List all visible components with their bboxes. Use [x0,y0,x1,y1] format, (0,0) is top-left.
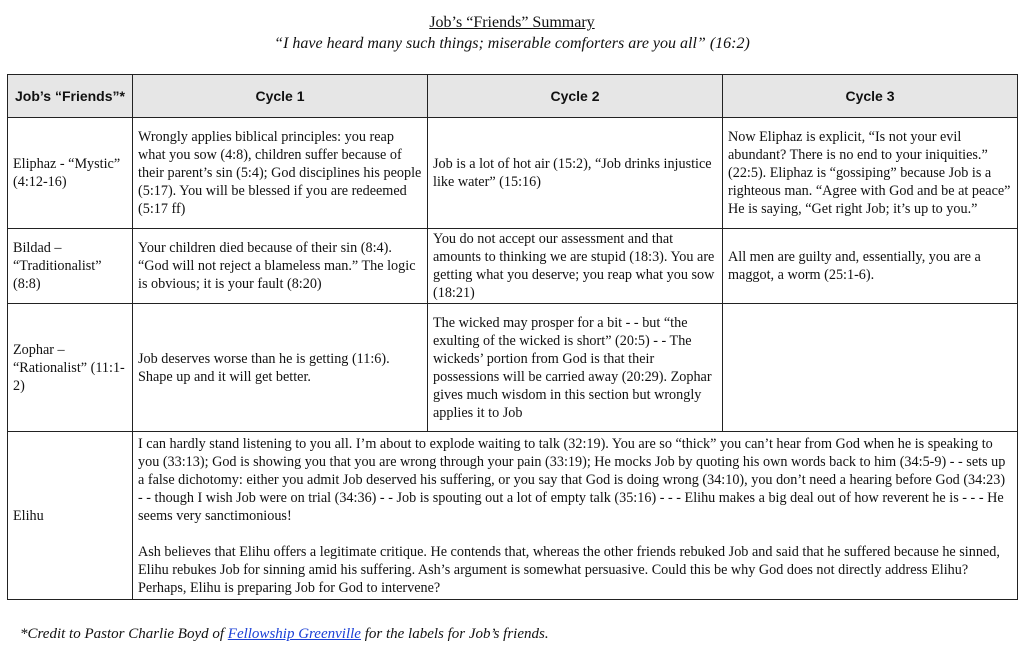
footnote [20,624,549,644]
zophar-cycle-1: Job deserves worse than he is getting (11:6). Shape up and it will get better. [133,304,428,432]
friend-zophar: Zophar – “Rationalist” (11:1-2) [8,304,133,432]
header-cycle-3: Cycle 3 [723,75,1018,118]
header-cycle-1: Cycle 1 [133,75,428,118]
table-header-row [8,75,1018,118]
table-row-bildad [8,229,1018,304]
page-subtitle: “I have heard many such things; miserable comforters are you all” (16:2) [274,35,750,52]
elihu-paragraph-2: Ash believes that Elihu offers a legitimate critique. He contends that, whereas the other friends rebuked Job and said that he suffered because he sinned, Elihu rebukes Job for sinning amid his suffering. Ash’s argument is somewhat persuasive. Could this be why God does not directly address Elihu? Perhaps, Elihu is preparing Job for God to intervene? [138,543,1000,596]
footnote-prefix: *Credit to Pastor Charlie Boyd of [20,626,228,642]
page-title: Job’s “Friends” Summary [429,14,595,31]
header-cycle-2: Cycle 2 [428,75,723,118]
bildad-cycle-1: Your children died because of their sin (8:4). “God will not reject a blameless man.” The logic is obvious; it is your fault (8:20) [133,229,428,304]
friend-bildad: Bildad – “Traditionalist” (8:8) [8,229,133,304]
eliphaz-cycle-3: Now Eliphaz is explicit, “Is not your evil abundant? There is no end to your iniquities.” (22:5). Eliphaz is “gossiping” because Job is a righteous man. “Agree with God and be at peace” He is saying, “Get right Job; it’s up to you.” [723,118,1018,229]
header-friends: Job’s “Friends”* [8,75,133,118]
bildad-cycle-2: You do not accept our assessment and that amounts to thinking we are stupid (18:3). You are getting what you deserve; you reap what you sow (18:21) [428,229,723,304]
table-row-eliphaz [8,118,1018,229]
eliphaz-cycle-2: Job is a lot of hot air (15:2), “Job drinks injustice like water” (15:16) [428,118,723,229]
friend-eliphaz: Eliphaz - “Mystic” (4:12-16) [8,118,133,229]
elihu-summary [133,432,1018,600]
table-row-elihu [8,432,1018,600]
eliphaz-cycle-1: Wrongly applies biblical principles: you reap what you sow (4:8), children suffer because of their parent’s sin (5:4); God disciplines his people (5:17). You will be blessed if you are redeemed (5:17 ff) [133,118,428,229]
zophar-cycle-2: The wicked may prosper for a bit - - but “the exulting of the wicked is short” (20:5) - - The wickeds’ portion from God is that their possessions will be carried away (20:29). Zophar gives much wisdom in this section but wrongly applies it to Job [428,304,723,432]
friends-summary-table [7,74,1018,600]
elihu-paragraph-1: I can hardly stand listening to you all. I’m about to explode waiting to talk (32:19). You are so “thick” you can’t hear from God when he is speaking to you (33:13); God is showing you that you are wrong through your pain (33:19); He mocks Job by quoting his own words back to him (34:5-9) - - sets up a false dichotomy: either you admit Job deserved his suffering, or you say that God is doing wrong (34:10), you don’t need a hearing before God (34:23) - - though I wish Job were on trial (34:36) - - Job is spouting out a lot of empty talk (35:16) - - - Elihu makes a big deal out of how reverent he is - - - He seems very sanctimonious! [138,435,1006,524]
fellowship-greenville-link[interactable]: Fellowship Greenville [227,626,361,642]
zophar-cycle-3 [723,304,1018,432]
table-row-zophar [8,304,1018,432]
bildad-cycle-3: All men are guilty and, essentially, you are a maggot, a worm (25:1-6). [723,229,1018,304]
friend-elihu: Elihu [8,432,133,600]
footnote-suffix: for the labels for Job’s friends. [360,626,549,642]
